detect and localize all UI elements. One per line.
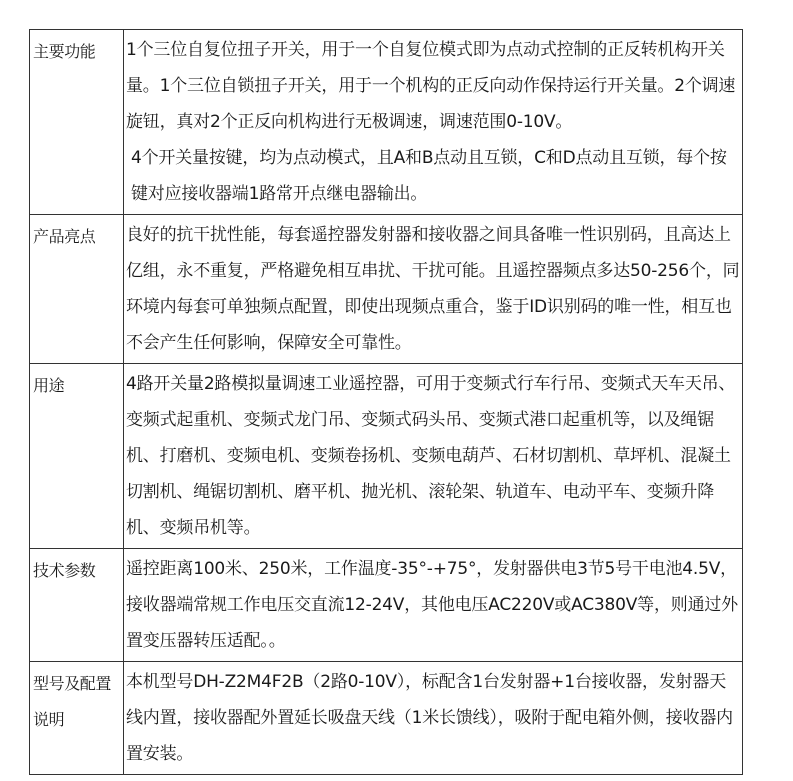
row-content bbox=[124, 662, 743, 775]
content-paragraph: 遥控距离100米、250米，工作温度-35°-+75°，发射器供电3节5号干电池4.5V，接收器端常规工作电压交直流12-24V，其他电压AC220V或AC380V等，则通过外置变压器转压适配。。 bbox=[126, 559, 738, 651]
content-paragraph: 4个开关量按键，均为点动模式，且A和B点动且互锁，C和D点动且互锁，每个按键对应接收器端1路常开点继电器输出。 bbox=[131, 148, 727, 204]
table-row-main-function bbox=[30, 30, 743, 215]
table-row-highlights bbox=[30, 215, 743, 364]
content-paragraph: 1个三位自复位扭子开关，用于一个自复位模式即为点动式控制的正反转机构开关量。1个三位自锁扭子开关，用于一个机构的正反向动作保持运行开关量。2个调速旋钮，真对2个正反向机构进行无极调速，调速范围0-10V。 bbox=[126, 40, 736, 132]
row-label bbox=[30, 30, 124, 215]
content-paragraph: 4路开关量2路模拟量调速工业遥控器，可用于变频式行车行吊、变频式天车天吊、变频式起重机、变频式龙门吊、变频式码头吊、变频式港口起重机等，以及绳锯机、打磨机、变频电机、变频卷扬机、变频电葫芦、石材切割机、草坪机、混凝土切割机、绳锯切割机、磨平机、抛光机、滚轮架、轨道车、电动平车、变频升降机、变频吊机等。 bbox=[126, 374, 736, 538]
row-content bbox=[124, 215, 743, 364]
table-row-model-config bbox=[30, 662, 743, 775]
row-content bbox=[124, 549, 743, 662]
table-row-usage bbox=[30, 364, 743, 549]
table-row-tech-params bbox=[30, 549, 743, 662]
content-paragraph: 良好的抗干扰性能，每套遥控器发射器和接收器之间具备唯一性识别码，且高达上亿组，永不重复，严格避免相互串扰、干扰可能。且遥控器频点多达50-256个，同环境内每套可单独频点配置，即使出现频点重合，鉴于ID识别码的唯一性，相互也不会产生任何影响，保障安全可靠性。 bbox=[126, 225, 740, 353]
row-label-text: 用途 bbox=[33, 376, 65, 395]
row-label bbox=[30, 215, 124, 364]
row-label bbox=[30, 549, 124, 662]
row-content bbox=[124, 30, 743, 215]
row-label-text: 产品亮点 bbox=[33, 227, 96, 246]
row-label bbox=[30, 662, 124, 775]
row-label bbox=[30, 364, 124, 549]
spec-table bbox=[29, 29, 743, 775]
row-label-text: 技术参数 bbox=[33, 561, 96, 580]
content-paragraph: 本机型号DH-Z2M4F2B（2路0-10V），标配含1台发射器+1台接收器，发射器天线内置，接收器配外置延长吸盘天线（1米长馈线），吸附于配电箱外侧，接收器内置安装。 bbox=[126, 672, 733, 764]
row-content bbox=[124, 364, 743, 549]
row-label-text: 型号及配置说明 bbox=[33, 674, 112, 729]
row-label-text: 主要功能 bbox=[33, 42, 96, 61]
